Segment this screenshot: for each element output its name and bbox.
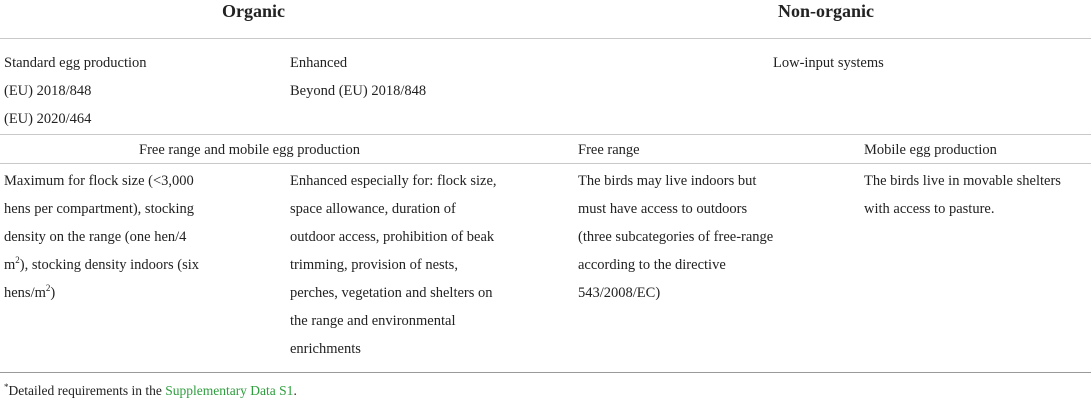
desc-line: trimming, provision of nests, [290,257,458,273]
desc-line: outdoor access, prohibition of beak [290,229,495,245]
free-range-mobile-label: Free range and mobile egg production [139,142,361,158]
desc-line [4,251,199,279]
desc-line: (three subcategories of free-range [578,229,774,245]
desc-fragment: ), stocking density indoors (six [19,257,200,273]
desc-line: hens per compartment), stocking [4,201,195,217]
rule-header [0,38,1091,39]
desc-line: density on the range (one hen/4 [4,229,187,245]
mobile-label: Mobile egg production [864,142,997,158]
desc-line [4,279,199,307]
rule-row2 [0,163,1091,164]
superscript: 2 [45,283,51,293]
free-range-label: Free range [578,142,640,158]
header-organic: Organic [222,1,285,21]
desc-line: with access to pasture. [864,201,995,217]
desc-line: The birds live in movable shelters [864,173,1061,189]
desc-line: The birds may live indoors but [578,173,757,189]
superscript: 2 [15,255,20,265]
desc-fragment: ) [50,285,56,301]
enhanced-label: Enhanced [290,55,348,71]
desc-line: space allowance, duration of [290,201,456,217]
rule-bottom [0,372,1091,373]
standard-regulation-1: (EU) 2018/848 [4,83,92,99]
cell-standard [4,49,147,133]
desc-line: according to the directive [578,257,726,273]
low-input-label: Low-input systems [773,55,884,71]
cell-mobile-desc [864,167,1061,223]
desc-line: 543/2008/EC) [578,285,661,301]
footnote-marker: * [4,382,9,392]
desc-line: the range and environmental [290,313,456,329]
desc-line: must have access to outdoors [578,201,748,217]
standard-label: Standard egg production [4,55,147,71]
desc-line: enrichments [290,341,361,357]
desc-line: Maximum for flock size (<3,000 [4,173,194,189]
standard-regulation-2: (EU) 2020/464 [4,111,92,127]
cell-enhanced [290,49,426,105]
cell-standard-desc [4,167,199,307]
rule-row1 [0,134,1091,135]
desc-line: perches, vegetation and shelters on [290,285,493,301]
cell-enhanced-desc [290,167,497,363]
footnote [4,382,297,399]
desc-fragment: hens/m [4,285,46,301]
enhanced-regulation: Beyond (EU) 2018/848 [290,83,427,99]
desc-fragment: m [4,257,16,273]
cell-free-range-desc [578,167,773,307]
header-non-organic: Non-organic [778,1,874,21]
desc-line: Enhanced especially for: flock size, [290,173,497,189]
footnote-end: . [293,383,297,398]
supplementary-data-link[interactable]: Supplementary Data S1 [165,383,294,398]
footnote-text: Detailed requirements in the [8,383,166,398]
